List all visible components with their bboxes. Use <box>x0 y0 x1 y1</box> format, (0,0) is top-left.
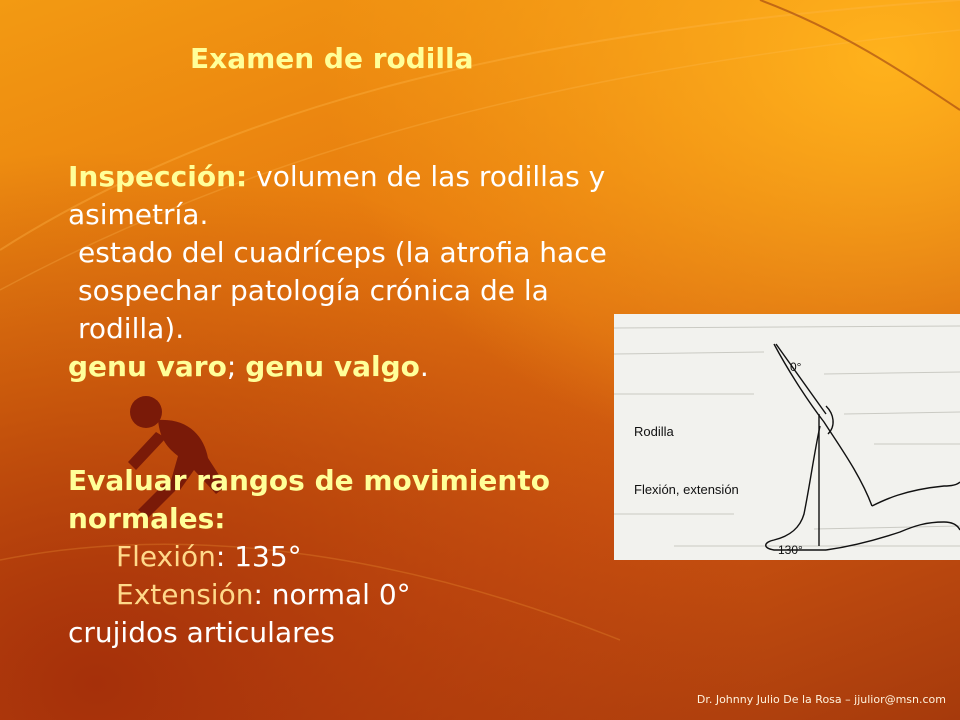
genu-valgo: genu valgo <box>245 350 420 383</box>
inspection-paragraph <box>68 158 628 234</box>
flexion-line <box>68 538 628 576</box>
slide-title: Examen de rodilla <box>190 42 474 75</box>
flexion-label: Flexión <box>116 540 216 573</box>
crepitus-line: crujidos articulares <box>68 616 335 649</box>
extension-value: : normal 0° <box>253 578 411 611</box>
author-footer: Dr. Johnny Julio De la Rosa – jjulior@msn.com <box>696 693 946 706</box>
slide-body <box>68 158 628 652</box>
joint-label: Rodilla <box>634 424 674 439</box>
extension-label: Extensión <box>116 578 254 611</box>
extension-line <box>68 576 628 614</box>
quadriceps-paragraph: estado del cuadríceps (la atrofia hace sospechar patología crónica de la rodilla). <box>78 236 607 345</box>
movement-label: Flexión, extensión <box>634 482 739 497</box>
ranges-heading: Evaluar rangos de movimiento normales: <box>68 464 550 535</box>
genu-paragraph <box>68 348 628 386</box>
flexion-value: : 135° <box>215 540 302 573</box>
knee-range-figure <box>614 314 960 560</box>
genu-period: . <box>419 350 429 383</box>
genu-varo: genu varo <box>68 350 227 383</box>
angle-top-label: 0° <box>790 360 802 374</box>
inspection-text: volumen de las rodillas y asimetría. <box>68 160 606 231</box>
genu-separator: ; <box>226 350 246 383</box>
inspection-label: Inspección: <box>68 160 248 193</box>
angle-bottom-label: 130° <box>778 543 803 557</box>
